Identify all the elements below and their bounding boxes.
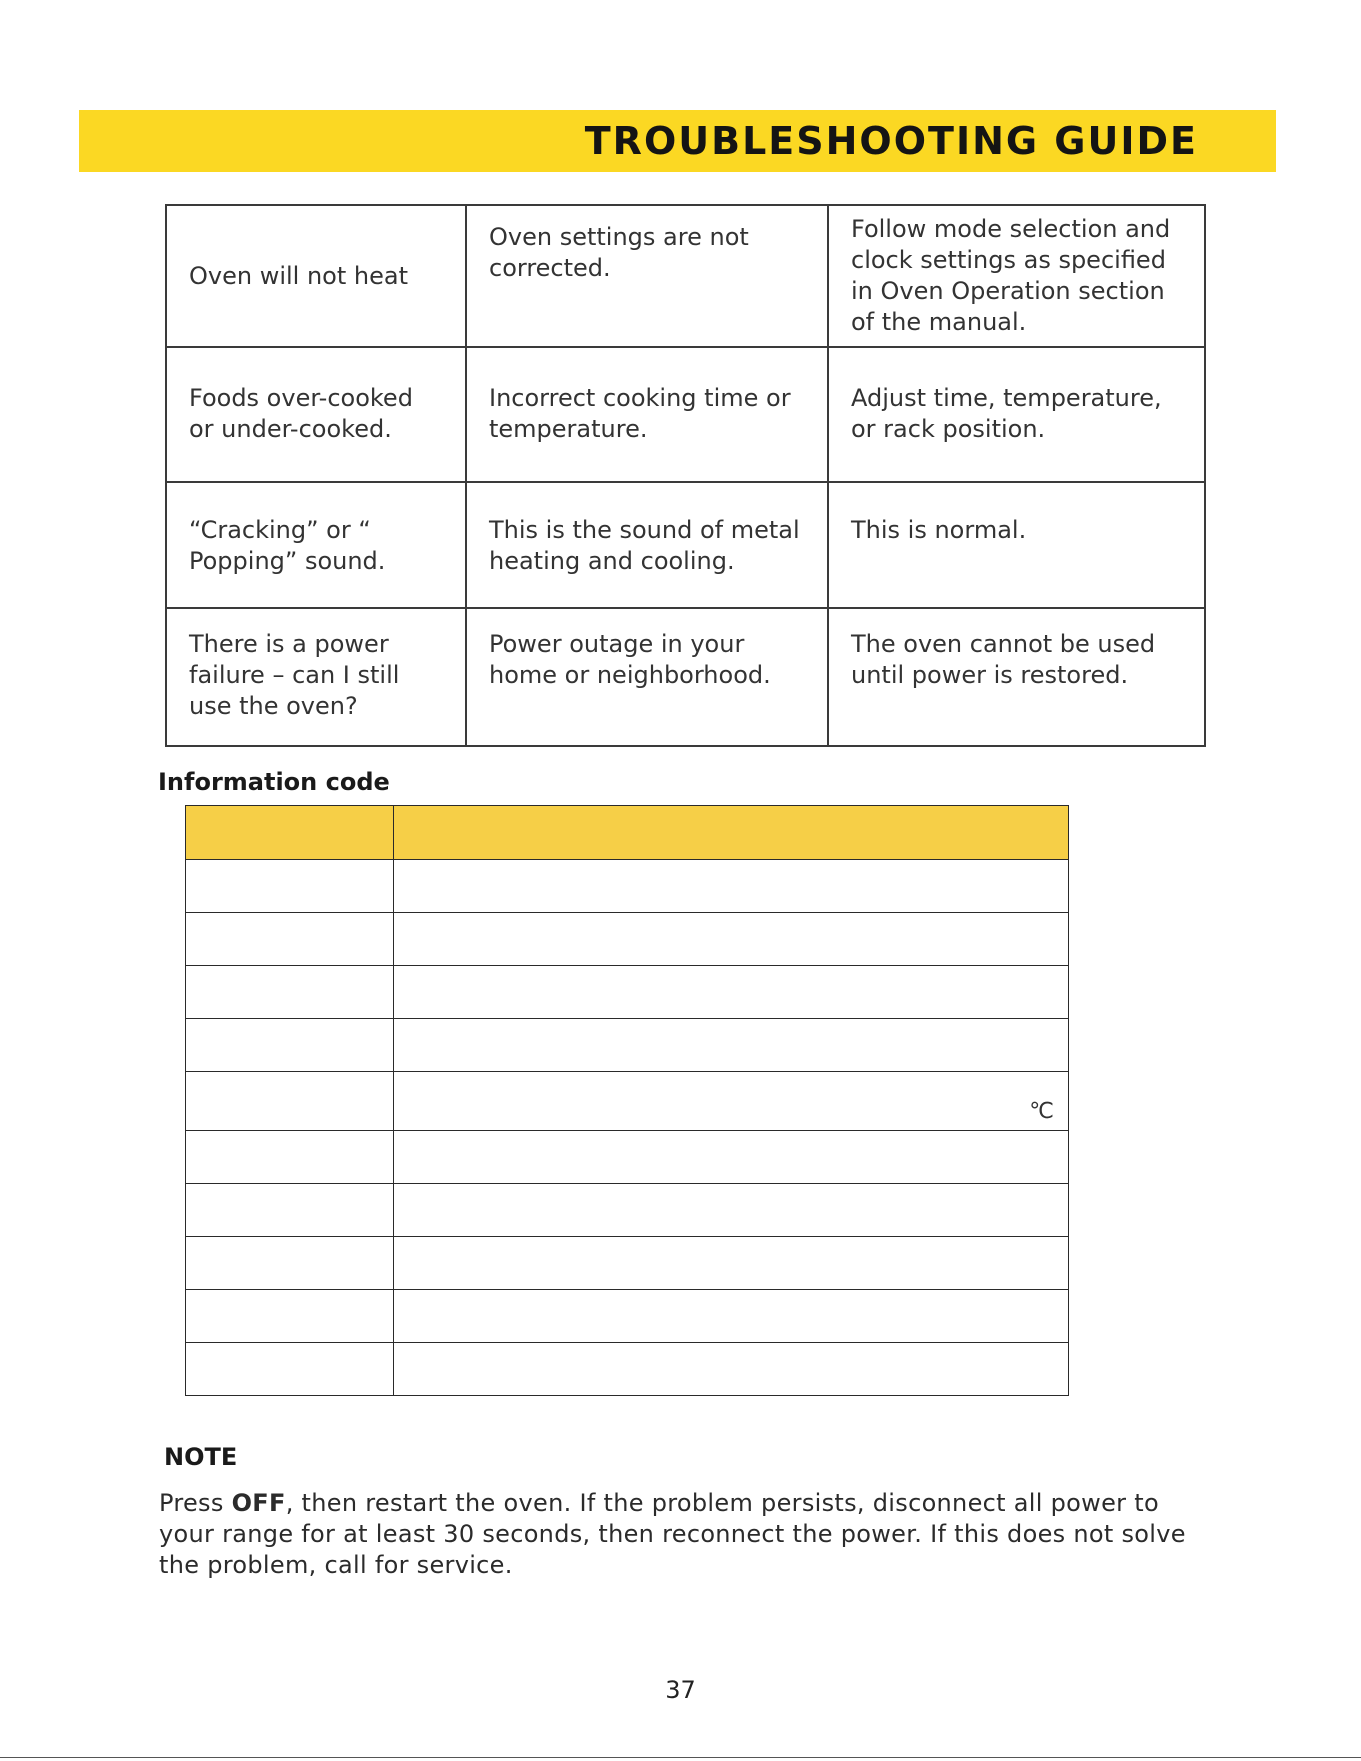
description-cell [394, 966, 1069, 1019]
description-cell [394, 1184, 1069, 1237]
table-row [186, 860, 1069, 913]
table-row [186, 1184, 1069, 1237]
table-row [186, 913, 1069, 966]
code-cell [186, 1237, 394, 1290]
page-number: 37 [665, 1676, 696, 1704]
cause-cell: Power outage in your home or neighborhood. [466, 608, 828, 746]
code-cell [186, 860, 394, 913]
table-row [166, 205, 1205, 347]
celsius-mark: ℃ [1029, 1099, 1054, 1124]
table-row [186, 1131, 1069, 1184]
code-cell [186, 1290, 394, 1343]
header-banner [79, 110, 1276, 172]
description-header-cell [394, 806, 1069, 860]
cause-cell: Oven settings are not corrected. [466, 205, 828, 347]
off-keyword: OFF [231, 1489, 286, 1517]
code-cell [186, 1343, 394, 1396]
bottom-rule [0, 1757, 1361, 1758]
solution-cell: This is normal. [828, 482, 1205, 608]
table-row [186, 966, 1069, 1019]
cause-cell: This is the sound of metal heating and cooling. [466, 482, 828, 608]
solution-cell: Follow mode selection and clock settings as specified in Oven Operation section of the manual. [828, 205, 1205, 347]
problem-cell: Foods over-cooked or under-cooked. [166, 347, 466, 482]
code-cell [186, 913, 394, 966]
code-cell [186, 1184, 394, 1237]
information-code-table [185, 805, 1069, 1396]
table-row [186, 1019, 1069, 1072]
table-row [186, 1290, 1069, 1343]
table-row [186, 1343, 1069, 1396]
description-cell [394, 1290, 1069, 1343]
table-row [166, 482, 1205, 608]
note-body: , then restart the oven. If the problem persists, disconnect all power to your range for at least 30 seconds, then reconnect the power. If this does not solve the problem, call for service. [159, 1489, 1186, 1579]
note-text [159, 1488, 1219, 1581]
description-cell [394, 1237, 1069, 1290]
description-cell [394, 1019, 1069, 1072]
solution-cell: Adjust time, temperature, or rack position. [828, 347, 1205, 482]
information-code-heading: Information code [158, 768, 390, 796]
description-cell [394, 1131, 1069, 1184]
code-cell [186, 966, 394, 1019]
code-cell [186, 1131, 394, 1184]
note-press: Press [159, 1489, 232, 1517]
description-cell [394, 1072, 1069, 1131]
description-cell [394, 1343, 1069, 1396]
code-cell [186, 1072, 394, 1131]
description-cell [394, 860, 1069, 913]
solution-cell: The oven cannot be used until power is restored. [828, 608, 1205, 746]
cause-cell: Incorrect cooking time or temperature. [466, 347, 828, 482]
page-title: TROUBLESHOOTING GUIDE [584, 119, 1198, 163]
note-heading: NOTE [164, 1443, 238, 1471]
problem-cell: Oven will not heat [166, 205, 466, 347]
table-row [186, 1072, 1069, 1131]
code-cell [186, 1019, 394, 1072]
description-cell [394, 913, 1069, 966]
table-row [166, 347, 1205, 482]
problem-cell: “Cracking” or “ Popping” sound. [166, 482, 466, 608]
problem-cell: There is a power failure – can I still use the oven? [166, 608, 466, 746]
table-row [186, 1237, 1069, 1290]
code-header-cell [186, 806, 394, 860]
table-row [166, 608, 1205, 746]
troubleshooting-table [165, 204, 1206, 747]
table-header-row [186, 806, 1069, 860]
